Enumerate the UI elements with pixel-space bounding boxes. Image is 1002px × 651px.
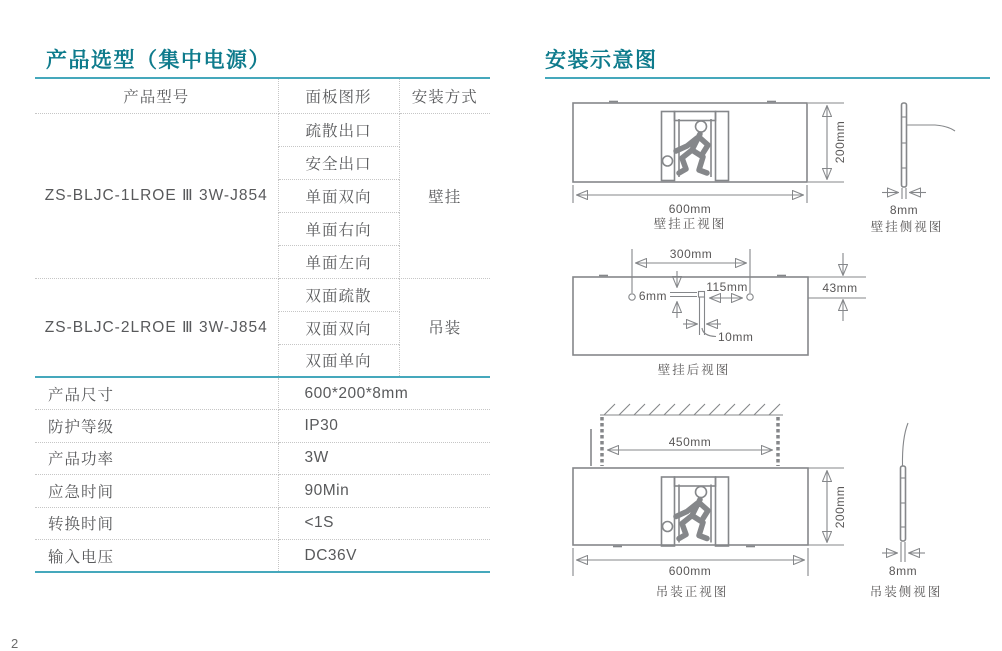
table-row	[35, 278, 490, 311]
dim-label-slot-width: 10mm	[718, 330, 754, 344]
dim-label-thickness: 8mm	[889, 203, 919, 217]
mount-cell: 壁挂	[399, 113, 490, 278]
page-number: 2	[11, 636, 19, 651]
wall-rear-view-diagram	[573, 247, 866, 377]
table-row	[35, 113, 490, 146]
diagram-caption: 壁挂正视图	[653, 217, 727, 231]
ceiling-front-view-diagram	[573, 404, 847, 599]
wall-side-view-diagram	[871, 103, 955, 234]
title-underline	[545, 77, 990, 79]
panel-type-cell: 双面疏散	[278, 278, 399, 311]
panel-type-cell: 安全出口	[278, 146, 399, 179]
panel-type-cell: 双面双向	[278, 311, 399, 344]
spec-value-cell: 600*200*8mm	[278, 377, 490, 410]
spec-label-cell: 应急时间	[35, 475, 278, 508]
spec-row	[35, 410, 490, 443]
section-title-installation-diagram: 安装示意图	[545, 49, 658, 72]
spec-value-cell: IP30	[278, 410, 490, 443]
spec-row	[35, 442, 490, 475]
spec-row	[35, 377, 490, 410]
table-header-row	[35, 78, 490, 113]
keyhole	[629, 294, 635, 300]
dim-label-offset: 115mm	[706, 280, 748, 294]
spec-label-cell: 转换时间	[35, 507, 278, 540]
spec-row	[35, 475, 490, 508]
panel-type-cell: 单面右向	[278, 212, 399, 245]
spec-value-cell: DC36V	[278, 540, 490, 573]
model-cell: ZS-BLJC-2LROE Ⅲ 3W-J854	[35, 278, 278, 377]
keyhole	[747, 294, 753, 300]
panel-rear-outline	[573, 277, 808, 355]
panel-type-cell: 单面双向	[278, 179, 399, 212]
spec-value-cell: 3W	[278, 442, 490, 475]
diagram-caption: 吊装正视图	[655, 585, 729, 599]
product-selection-table	[35, 77, 490, 573]
mounting-wire	[907, 125, 955, 131]
panel-type-cell: 疏散出口	[278, 113, 399, 146]
spec-label-cell: 产品尺寸	[35, 377, 278, 410]
dim-label-thickness: 8mm	[888, 564, 918, 578]
spec-row	[35, 507, 490, 540]
dim-label-top-offset: 43mm	[822, 281, 858, 295]
dim-label-height: 200mm	[833, 485, 847, 529]
panel-type-cell: 双面单向	[278, 344, 399, 377]
spec-value-cell: 90Min	[278, 475, 490, 508]
diagram-caption: 壁挂后视图	[657, 363, 731, 377]
dim-label-width: 600mm	[668, 202, 712, 216]
dim-label-height: 200mm	[833, 120, 847, 164]
panel-side-outline	[902, 103, 907, 187]
header-model: 产品型号	[35, 78, 278, 113]
spec-label-cell: 产品功率	[35, 442, 278, 475]
spec-label-cell: 输入电压	[35, 540, 278, 573]
dim-label-chain-spacing: 450mm	[668, 435, 712, 449]
diagram-caption: 吊装侧视图	[869, 585, 943, 599]
ceiling-hatch	[604, 404, 780, 415]
header-mount-type: 安装方式	[399, 78, 490, 113]
panel-type-cell: 单面左向	[278, 245, 399, 278]
hanging-wire	[902, 423, 908, 466]
ceiling-side-view-diagram	[870, 423, 943, 599]
dim-label-hole-spacing: 300mm	[669, 247, 713, 261]
spec-value-cell: <1S	[278, 507, 490, 540]
header-panel-graphic: 面板图形	[278, 78, 399, 113]
model-cell: ZS-BLJC-1LROE Ⅲ 3W-J854	[35, 113, 278, 278]
wall-front-view-diagram	[573, 102, 847, 232]
section-title-product-selection: 产品选型（集中电源）	[46, 49, 271, 72]
dim-label-width: 600mm	[668, 564, 712, 578]
installation-diagrams	[545, 85, 1002, 642]
mount-cell: 吊装	[399, 278, 490, 377]
dim-label-slot-height: 6mm	[638, 289, 667, 303]
spec-label-cell: 防护等级	[35, 410, 278, 443]
spec-row	[35, 540, 490, 573]
diagram-caption: 壁挂侧视图	[870, 220, 944, 234]
